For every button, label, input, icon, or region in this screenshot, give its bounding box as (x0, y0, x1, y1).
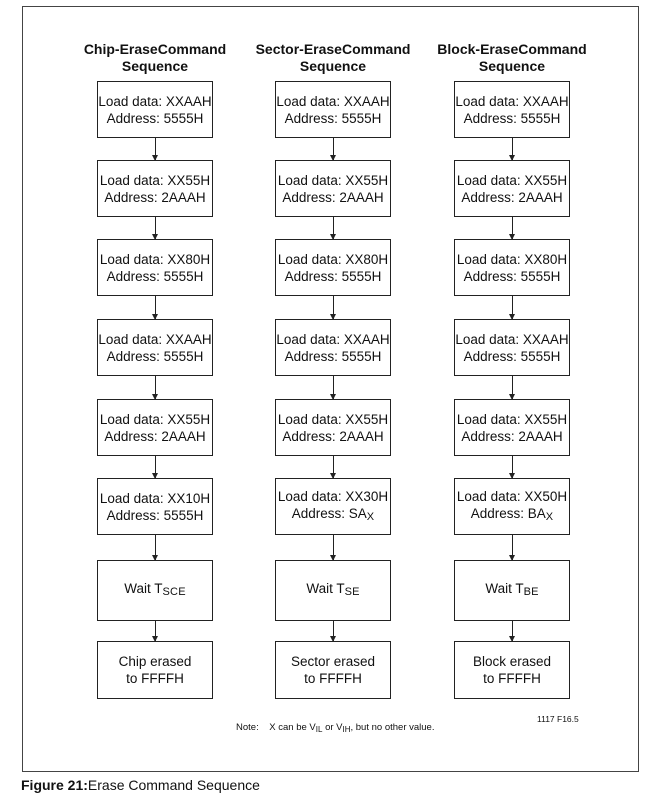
flow-arrow (155, 621, 156, 641)
final-line2: to FFFFH (304, 671, 362, 686)
flow-arrow (333, 535, 334, 560)
wait-sub: SE (344, 586, 360, 598)
column-title-line2: Command Sequence (121, 41, 227, 74)
wait-label (485, 580, 538, 601)
column-title-line1: Sector-Erase (255, 41, 342, 57)
step-line2 (282, 428, 383, 445)
step-box (97, 239, 213, 296)
figure-id: 1117 F16.5 (537, 714, 579, 724)
step-line2-text: Address: 2AAAH (104, 189, 206, 205)
step-line2 (461, 428, 562, 445)
step-line1: Load data: XXAAH (455, 93, 569, 109)
step-line2-text: Address: 5555H (106, 268, 204, 284)
step-line2-text: Address: 2AAAH (461, 189, 563, 205)
step-line1: Load data: XX80H (277, 251, 389, 267)
step-line2 (285, 268, 382, 285)
step-line1: Load data: XX80H (456, 251, 568, 267)
step-line2-text: Address: 5555H (463, 268, 561, 284)
step-line1: Load data: XXAAH (276, 331, 390, 347)
step-box (275, 399, 391, 456)
final-box (275, 641, 391, 699)
flow-arrow (512, 376, 513, 399)
step-box (454, 319, 570, 376)
step-line1: Load data: XX55H (99, 172, 211, 188)
step-box (454, 239, 570, 296)
final-line2: to FFFFH (126, 671, 184, 686)
flow-arrow (155, 535, 156, 560)
column-title-line1: Block-Erase (437, 41, 519, 57)
step-line2 (107, 268, 204, 285)
flow-arrow (512, 456, 513, 478)
step-line2-text: Address: 2AAAH (282, 189, 384, 205)
step-line2 (107, 507, 204, 524)
step-box (275, 478, 391, 535)
wait-prefix: Wait T (485, 581, 524, 596)
column-title-line1: Chip-Erase (83, 41, 158, 57)
caption-text: Erase Command Sequence (87, 777, 260, 793)
caption-label: Figure 21: (21, 777, 88, 793)
final-box (97, 641, 213, 699)
step-line1: Load data: XX55H (456, 172, 568, 188)
flow-arrow (512, 621, 513, 641)
step-line1: Load data: XX55H (277, 411, 389, 427)
note-label: Note: (236, 722, 259, 733)
step-box (97, 160, 213, 217)
step-line1: Load data: XXAAH (455, 331, 569, 347)
wait-prefix: Wait T (306, 581, 345, 596)
step-line1: Load data: XX10H (99, 490, 211, 506)
step-line2-text: Address: 2AAAH (282, 428, 384, 444)
wait-box (97, 560, 213, 621)
step-line2 (285, 110, 382, 127)
step-line2 (464, 268, 561, 285)
step-line2 (471, 505, 554, 526)
flow-arrow (155, 376, 156, 399)
step-line2 (292, 505, 375, 526)
flow-arrow (512, 535, 513, 560)
step-box (454, 399, 570, 456)
final-line1: Block erased (472, 654, 552, 669)
step-box (275, 81, 391, 138)
step-line2-sub: X (545, 510, 554, 523)
step-box (275, 319, 391, 376)
column-title-line2: Command Sequence (478, 41, 587, 74)
flow-arrow (155, 456, 156, 478)
flow-arrow (512, 217, 513, 239)
step-line1: Load data: XX50H (456, 488, 568, 504)
column-title-line2: Command Sequence (299, 41, 411, 74)
note-text-a: X can be V (269, 722, 316, 733)
flow-arrow (333, 456, 334, 478)
flow-arrow (512, 138, 513, 160)
note-text-b: or V (322, 722, 343, 733)
step-line1: Load data: XXAAH (98, 93, 212, 109)
step-line2-text: Address: 5555H (284, 348, 382, 364)
step-line2 (464, 348, 561, 365)
step-box (454, 81, 570, 138)
step-line1: Load data: XX55H (456, 411, 568, 427)
step-line2-text: Address: SA (291, 505, 367, 521)
final-line1: Sector erased (290, 654, 376, 669)
step-box (454, 160, 570, 217)
step-box (97, 319, 213, 376)
step-box (454, 478, 570, 535)
step-line2 (107, 348, 204, 365)
step-line2 (461, 189, 562, 206)
step-line2 (104, 189, 205, 206)
step-line1: Load data: XX55H (99, 411, 211, 427)
step-line2-text: Address: 5555H (106, 348, 204, 364)
step-box (97, 478, 213, 535)
step-line1: Load data: XX55H (277, 172, 389, 188)
wait-sub: BE (523, 586, 539, 598)
step-line2-text: Address: BA (470, 505, 546, 521)
flow-arrow (512, 296, 513, 319)
step-line2-text: Address: 5555H (284, 268, 382, 284)
flow-arrow (333, 138, 334, 160)
final-line2: to FFFFH (483, 671, 541, 686)
note-sub-a: IL (315, 725, 323, 734)
step-line2 (464, 110, 561, 127)
flow-arrow (333, 376, 334, 399)
column-title (248, 41, 418, 75)
wait-label (306, 580, 359, 601)
wait-box (454, 560, 570, 621)
step-line1: Load data: XX80H (99, 251, 211, 267)
flow-arrow (155, 296, 156, 319)
final-line1: Chip erased (118, 654, 192, 669)
note (236, 722, 434, 734)
step-line2 (282, 189, 383, 206)
note-sub-b: IH (342, 725, 351, 734)
step-line1: Load data: XX30H (277, 488, 389, 504)
step-line2-text: Address: 5555H (463, 110, 561, 126)
note-text-c: , but no other value. (350, 722, 435, 733)
step-line1: Load data: XXAAH (98, 331, 212, 347)
wait-sub: SCE (162, 586, 186, 598)
step-line2-text: Address: 2AAAH (104, 428, 206, 444)
flow-arrow (333, 296, 334, 319)
step-line2-sub: X (366, 510, 375, 523)
step-line1: Load data: XXAAH (276, 93, 390, 109)
wait-prefix: Wait T (124, 581, 163, 596)
wait-box (275, 560, 391, 621)
step-box (97, 399, 213, 456)
step-box (275, 239, 391, 296)
step-line2 (104, 428, 205, 445)
flow-arrow (333, 621, 334, 641)
step-box (97, 81, 213, 138)
step-box (275, 160, 391, 217)
step-line2-text: Address: 5555H (106, 507, 204, 523)
column-title (427, 41, 597, 75)
step-line2-text: Address: 5555H (284, 110, 382, 126)
step-line2 (285, 348, 382, 365)
step-line2-text: Address: 5555H (463, 348, 561, 364)
figure-caption (21, 777, 260, 793)
step-line2-text: Address: 2AAAH (461, 428, 563, 444)
flow-arrow (333, 217, 334, 239)
wait-label (124, 580, 185, 601)
step-line2-text: Address: 5555H (106, 110, 204, 126)
flow-arrow (155, 217, 156, 239)
step-line2 (107, 110, 204, 127)
column-title (70, 41, 240, 75)
flow-arrow (155, 138, 156, 160)
final-box (454, 641, 570, 699)
